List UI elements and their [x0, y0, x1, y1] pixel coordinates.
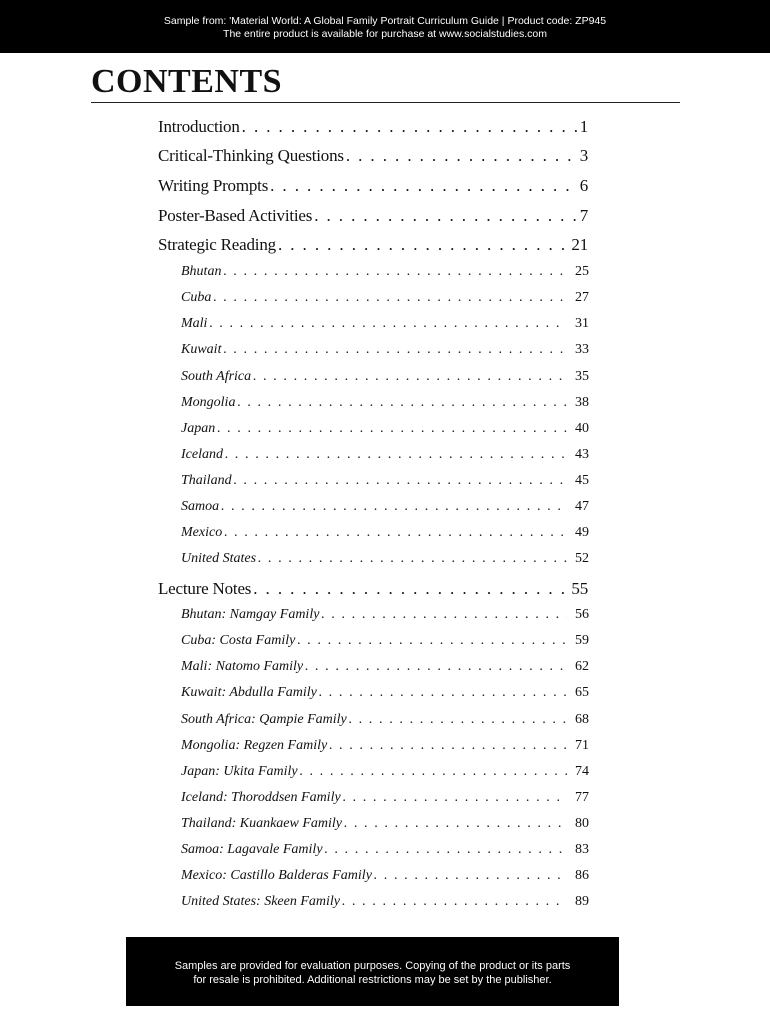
toc-subentry-mexico[interactable]	[181, 525, 589, 544]
toc-subentry-page: 27	[575, 290, 589, 305]
toc-subentry-label: Japan	[181, 421, 216, 436]
toc-subentry-bhutan[interactable]	[181, 264, 589, 283]
toc-subentry-page: 62	[575, 659, 589, 674]
notice-line-2: for resale is prohibited. Additional restrictions may be set by the publisher.	[193, 974, 552, 986]
dot-leader	[223, 264, 567, 280]
toc-entry-strategic-reading[interactable]	[158, 235, 588, 257]
dot-leader	[321, 607, 567, 623]
toc-subentry-page: 74	[575, 764, 589, 779]
toc-subentry-label: Iceland: Thoroddsen Family	[181, 790, 341, 805]
toc-subentry-united-states[interactable]	[181, 551, 589, 570]
toc-entry-page: 21	[571, 235, 588, 254]
toc-subentry-label: United States: Skeen Family	[181, 894, 341, 909]
toc-subentry-page: 49	[575, 525, 589, 540]
toc-subentry-page: 89	[575, 894, 589, 909]
toc-subentry-label: Thailand: Kuankaew Family	[181, 816, 342, 831]
toc-subentry-cuba-costa[interactable]	[181, 633, 589, 652]
toc-subentry-label: South Africa: Qampie Family	[181, 712, 347, 727]
toc-subentry-page: 52	[575, 551, 589, 566]
toc-subentry-label: Mexico	[181, 525, 223, 540]
toc-entry-page: 6	[579, 176, 588, 195]
toc-subentry-label: Bhutan	[181, 264, 222, 279]
toc-subentry-page: 71	[575, 738, 589, 753]
toc-entry-page: 1	[579, 117, 588, 136]
toc-subentry-label: Kuwait	[181, 342, 222, 357]
dot-leader	[297, 633, 567, 649]
toc-subentry-samoa-lagavale[interactable]	[181, 842, 589, 861]
toc-entry-page: 55	[571, 579, 588, 598]
toc-subentry-label: Thailand	[181, 473, 232, 488]
toc-subentry-mongolia-regzen[interactable]	[181, 738, 589, 757]
dot-leader	[223, 342, 567, 358]
toc-subentry-page: 83	[575, 842, 589, 857]
dot-leader	[346, 146, 578, 166]
toc-subentry-mongolia[interactable]	[181, 395, 589, 414]
toc-subentry-label: Japan: Ukita Family	[181, 764, 298, 779]
toc-subentry-label: Kuwait: Abdulla Family	[181, 685, 317, 700]
dot-leader	[344, 816, 567, 832]
page-title: CONTENTS	[91, 63, 283, 100]
toc-subentry-page: 35	[575, 369, 589, 384]
dot-leader	[319, 685, 567, 701]
toc-entry-lecture-notes[interactable]	[158, 579, 588, 601]
toc-subentry-south-africa[interactable]	[181, 369, 589, 388]
toc-subentry-cuba[interactable]	[181, 290, 589, 309]
dot-leader	[305, 659, 567, 675]
notice-line-1: Samples are provided for evaluation purposes. Copying of the product or its parts	[174, 960, 571, 972]
dot-leader	[213, 290, 567, 306]
toc-entry-label: Poster-Based Activities	[158, 206, 313, 225]
dot-leader	[270, 176, 578, 196]
dot-leader	[278, 235, 569, 255]
toc-entry-page: 3	[579, 146, 588, 165]
toc-subentry-page: 65	[575, 685, 589, 700]
toc-subentry-page: 31	[575, 316, 589, 331]
toc-subentry-page: 45	[575, 473, 589, 488]
toc-subentry-label: Mongolia: Regzen Family	[181, 738, 328, 753]
toc-entry-critical-thinking-questions[interactable]	[158, 146, 588, 168]
dot-leader	[253, 369, 567, 385]
toc-subentry-united-states-skeen[interactable]	[181, 894, 589, 913]
dot-leader	[343, 790, 567, 806]
toc-subentry-label: Samoa: Lagavale Family	[181, 842, 323, 857]
dot-leader	[374, 868, 567, 884]
toc-subentry-label: Mali: Natomo Family	[181, 659, 304, 674]
dot-leader	[225, 447, 567, 463]
toc-subentry-label: Iceland	[181, 447, 223, 462]
dot-leader	[242, 117, 578, 137]
toc-subentry-mali[interactable]	[181, 316, 589, 335]
toc-subentry-page: 38	[575, 395, 589, 410]
toc-subentry-label: Mongolia	[181, 395, 236, 410]
toc-subentry-japan[interactable]	[181, 421, 589, 440]
evaluation-notice-banner	[126, 937, 619, 1006]
dot-leader	[329, 738, 567, 754]
toc-subentry-label: Mali	[181, 316, 208, 331]
toc-entry-label: Introduction	[158, 117, 240, 136]
toc-subentry-label: United States	[181, 551, 257, 566]
dot-leader	[342, 894, 567, 910]
toc-subentry-page: 59	[575, 633, 589, 648]
toc-subentry-page: 80	[575, 816, 589, 831]
dot-leader	[253, 579, 569, 599]
dot-leader	[325, 842, 567, 858]
toc-subentry-label: Mexico: Castillo Balderas Family	[181, 868, 372, 883]
dot-leader	[221, 499, 567, 515]
toc-subentry-bhutan-namgay[interactable]	[181, 607, 589, 626]
toc-subentry-label: Samoa	[181, 499, 220, 514]
dot-leader	[237, 395, 567, 411]
toc-subentry-thailand[interactable]	[181, 473, 589, 492]
dot-leader	[224, 525, 567, 541]
toc-subentry-iceland[interactable]	[181, 447, 589, 466]
toc-subentry-thailand-kuankaew[interactable]	[181, 816, 589, 835]
toc-subentry-kuwait-abdulla[interactable]	[181, 685, 589, 704]
toc-subentry-samoa[interactable]	[181, 499, 589, 518]
toc-subentry-label: Cuba	[181, 290, 212, 305]
toc-subentry-page: 77	[575, 790, 589, 805]
toc-subentry-label: Cuba: Costa Family	[181, 633, 296, 648]
toc-subentry-page: 25	[575, 264, 589, 279]
dot-leader	[234, 473, 567, 489]
banner-purchase-line: The entire product is available for purchase at www.socialstudies.com	[223, 28, 547, 40]
toc-subentry-south-africa-qampie[interactable]	[181, 712, 589, 731]
toc-entry-page: 7	[579, 206, 588, 225]
dot-leader	[314, 206, 578, 226]
dot-leader	[217, 421, 567, 437]
toc-entry-label: Writing Prompts	[158, 176, 269, 195]
toc-subentry-page: 40	[575, 421, 589, 436]
toc-subentry-page: 56	[575, 607, 589, 622]
toc-entry-poster-based-activities[interactable]	[158, 206, 588, 228]
toc-entry-label: Strategic Reading	[158, 235, 276, 254]
dot-leader	[300, 764, 567, 780]
toc-subentry-page: 43	[575, 447, 589, 462]
dot-leader	[209, 316, 567, 332]
toc-subentry-page: 33	[575, 342, 589, 357]
toc-subentry-kuwait[interactable]	[181, 342, 589, 361]
toc-entry-introduction[interactable]	[158, 117, 588, 139]
toc-subentry-page: 86	[575, 868, 589, 883]
toc-subentry-japan-ukita[interactable]	[181, 764, 589, 783]
dot-leader	[349, 712, 567, 728]
toc-entry-label: Critical-Thinking Questions	[158, 146, 344, 165]
dot-leader	[258, 551, 567, 567]
toc-subentry-mali-natomo[interactable]	[181, 659, 589, 678]
toc-subentry-mexico-castillo-balderas[interactable]	[181, 868, 589, 887]
banner-source-line: Sample from: 'Material World: A Global Family Portrait Curriculum Guide | Product code: ZP945	[163, 15, 607, 27]
toc-subentry-page: 68	[575, 712, 589, 727]
toc-entry-writing-prompts[interactable]	[158, 176, 588, 198]
toc-entry-label: Lecture Notes	[158, 579, 252, 598]
toc-subentry-page: 47	[575, 499, 589, 514]
toc-subentry-label: Bhutan: Namgay Family	[181, 607, 320, 622]
toc-subentry-iceland-thoroddsen[interactable]	[181, 790, 589, 809]
toc-subentry-label: South Africa	[181, 369, 252, 384]
